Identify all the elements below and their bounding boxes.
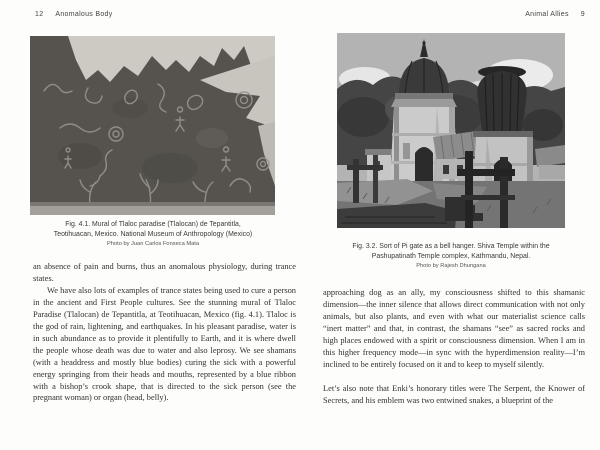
left-paragraph-2: We have also lots of examples of trance states being used to cure a person in the ancient and First People cultures. See the stunning mural of Tlaloc Paradise (Tlalocan) de Tepantitla, at Teotihuacan, Mexico (fig. 4.1). Tlaloc is the god of rain, lightening, and earthquakes. In his pleasant paradise, water is in such abundance as to provide it plentifully to Earth, and it is where dwell the people whose death was due to water and also leprosy. We see shamans (with a headdress and mostly blue bodies) curing the sick with a powerful energy springing from their heads and mouths, represented by a blue ribbon with a bishop’s crook shape, that is directed to the sick person (see the pregnant woman) or organ (head, belly). [33,285,296,403]
right-side-shed [535,145,565,179]
temple-photo-illustration [337,33,565,228]
temple-caption [325,242,577,272]
mural-floor-band [30,202,275,215]
temple-caption-line-2: Pashupatinath Temple complex, Kathmandu, Nepal. [371,252,531,260]
right-body-text [323,287,585,407]
mural-illustration [30,36,275,215]
mural-caption-line-2: Teotihuacan, Mexico. National Museum of Anthropology (Mexico) [53,230,253,238]
right-page-number: 9 [580,11,585,18]
mural-caption-line-1: Fig. 4.1. Mural of Tlaloc paradise (Tlalocan) de Tepantitla, [65,221,241,228]
left-body-text [33,261,296,404]
mural-caption [22,220,284,250]
right-paragraph-1: approaching dog as an ally, my consciousness shifted to this shamanic dimension—the inner silence that allows direct communication with not only animals, but also plants, and even with what our materialist science calls “inert matter” and that, in contrast, the shamans “see” as sacred rocks and high places endowed with a spirit or consciousness dimension. When I am in this higher frequency mode—in sync with the hyperdimension reality—I’m inclined to be entirely focused on it and to keep to myself silently. [323,288,585,369]
left-paragraph-1: an absence of pain and burns, thus an anomalous physiology, during trance states. [33,262,296,283]
mural-photo-credit: Photo by Juan Carlos Fonseca Mata [107,241,199,248]
left-running-title: Anomalous Body [55,11,113,18]
right-running-header [323,11,585,18]
right-page [300,0,600,450]
right-paragraph-2: Let’s also note that Enki’s honorary titles were The Serpent, the Knower of Secrets, and his emblem was two entwined snakes, a blueprint of the [323,383,585,405]
mural-figure-image [30,36,275,215]
temple-caption-line-1: Fig. 3.2. Sort of Pi gate as a bell hanger. Shiva Temple within the [352,243,550,250]
left-running-header [35,11,275,18]
mural-dark-field [30,36,275,215]
left-page-number: 12 [35,11,44,18]
temple-figure-image [337,33,565,228]
temple-photo-credit: Photo by Rajesh Dhungana [416,263,486,270]
right-running-title: Animal Allies [525,11,569,18]
